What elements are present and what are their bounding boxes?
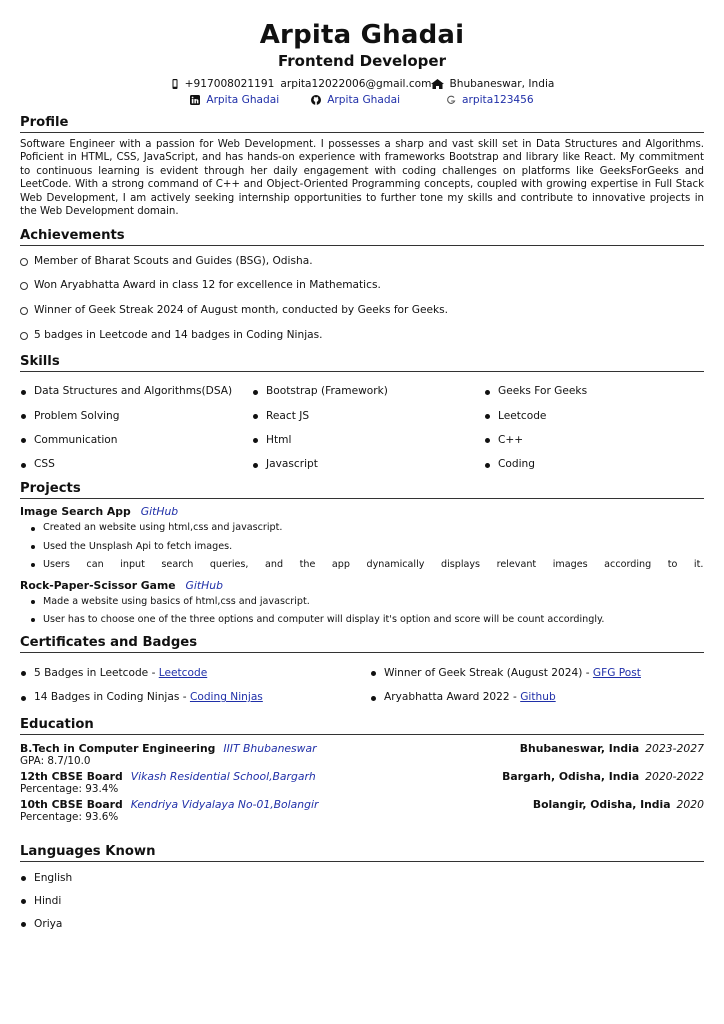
list-item: User has to choose one of the three options and computer will display it's option and score will be count accordingly. — [30, 611, 704, 629]
skill-item: Geeks For Geeks — [484, 380, 716, 404]
education-item — [20, 770, 704, 796]
list-item: Member of Bharat Scouts and Guides (BSG), Odisha. — [20, 249, 704, 274]
candidate-role: Frontend Developer — [278, 52, 446, 70]
section-title: Profile — [20, 115, 704, 133]
skill-item: Javascript — [252, 453, 484, 477]
bullet-icon — [485, 438, 490, 443]
bullet-icon — [485, 390, 490, 395]
education-years: 2020-2022 — [645, 769, 704, 783]
email-address: arpita12022006@gmail.com — [280, 78, 432, 90]
education-item — [20, 742, 704, 768]
bullet-icon — [21, 696, 26, 701]
education-detail: GPA: 8.7/10.0 — [20, 755, 91, 768]
linkedin-text: Arpita Ghadai — [206, 94, 280, 106]
skill-item: Problem Solving — [20, 404, 252, 428]
location-contact — [431, 77, 554, 91]
skills-section — [20, 354, 704, 478]
project-github-link[interactable]: GitHub — [140, 505, 179, 519]
github-award-link[interactable]: Github — [520, 691, 556, 704]
degree: 12th CBSE Board — [20, 769, 123, 783]
linkedin-icon — [190, 95, 200, 105]
gfg-text: arpita123456 — [462, 94, 534, 106]
bullet-icon — [371, 696, 376, 701]
education-section — [20, 717, 704, 825]
education-location: Bhubaneswar, India — [519, 741, 640, 755]
skill-item: Data Structures and Algorithms(DSA) — [20, 380, 252, 404]
education-detail: Percentage: 93.6% — [20, 811, 119, 824]
education-detail: Percentage: 93.4% — [20, 783, 119, 796]
skills-grid — [20, 372, 704, 478]
phone-contact[interactable] — [170, 77, 275, 91]
gfg-post-link[interactable]: GFG Post — [592, 666, 641, 679]
section-title: Achievements — [20, 228, 704, 246]
bullet-icon — [21, 414, 26, 419]
phone-icon — [170, 79, 180, 89]
candidate-name: Arpita Ghadai — [259, 20, 465, 50]
languages-section — [20, 844, 704, 936]
leetcode-link[interactable]: Leetcode — [158, 666, 208, 679]
degree: B.Tech in Computer Engineering — [20, 741, 216, 755]
skill-item: Bootstrap (Framework) — [252, 380, 484, 404]
contact-row — [20, 77, 704, 91]
projects-section — [20, 481, 704, 629]
section-title: Certificates and Badges — [20, 635, 704, 653]
list-item: Won Aryabhatta Award in class 12 for excellence in Mathematics. — [20, 274, 704, 299]
skill-item: Coding — [484, 453, 716, 477]
certificates-section — [20, 635, 704, 710]
bullet-icon — [253, 390, 258, 395]
gfg-link[interactable] — [446, 93, 534, 107]
bullet-icon — [31, 600, 35, 604]
certificate-item: 5 Badges in Leetcode - Leetcode — [20, 661, 370, 686]
education-years: 2023-2027 — [645, 741, 704, 755]
languages-list — [20, 862, 704, 936]
section-title: Languages Known — [20, 844, 704, 862]
bullet-icon — [371, 671, 376, 676]
section-title: Skills — [20, 354, 704, 372]
education-item — [20, 798, 704, 824]
bullet-icon — [21, 876, 26, 881]
project-item — [20, 579, 704, 630]
circle-bullet-icon — [20, 282, 28, 290]
section-title: Education — [20, 717, 704, 735]
list-item: Used the Unsplash Api to fetch images. — [30, 538, 704, 556]
list-item: Users can input search queries, and the app dynamically displays relevant images according to it. — [30, 556, 704, 574]
linkedin-link[interactable] — [190, 93, 279, 107]
skill-item: Communication — [20, 429, 252, 453]
bullet-icon — [485, 463, 490, 468]
circle-bullet-icon — [20, 307, 28, 315]
bullet-icon — [31, 545, 35, 549]
github-link[interactable] — [311, 93, 400, 107]
project-points — [20, 519, 704, 574]
bullet-icon — [21, 899, 26, 904]
institute: Kendriya Vidyalaya No-01,Bolangir — [130, 797, 319, 811]
bullet-icon — [21, 922, 26, 927]
list-item: Hindi — [20, 890, 704, 913]
bullet-icon — [21, 671, 26, 676]
project-points — [20, 593, 704, 630]
location-text: Bhubaneswar, India — [449, 78, 555, 90]
email-contact[interactable] — [280, 77, 431, 91]
skill-item: CSS — [20, 453, 252, 477]
section-title: Projects — [20, 481, 704, 499]
github-icon — [311, 95, 321, 105]
achievements-list — [20, 246, 704, 347]
github-text: Arpita Ghadai — [327, 94, 401, 106]
institute: Vikash Residential School,Bargarh — [130, 769, 316, 783]
degree: 10th CBSE Board — [20, 797, 123, 811]
certificate-item: Aryabhatta Award 2022 - Github — [370, 686, 704, 711]
coding-ninjas-link[interactable]: Coding Ninjas — [189, 691, 263, 704]
bullet-icon — [21, 390, 26, 395]
bullet-icon — [253, 463, 258, 468]
education-years: 2020 — [676, 797, 704, 811]
project-github-link[interactable]: GitHub — [185, 578, 223, 592]
list-item: English — [20, 867, 704, 890]
project-name: Image Search App — [20, 505, 131, 519]
bullet-icon — [31, 563, 35, 567]
skill-item: Html — [252, 429, 484, 453]
project-item — [20, 505, 704, 574]
social-row — [20, 93, 704, 107]
bullet-icon — [21, 438, 26, 443]
education-location: Bolangir, Odisha, India — [532, 797, 671, 811]
skill-item: Leetcode — [484, 404, 716, 428]
project-name: Rock-Paper-Scissor Game — [20, 578, 176, 592]
certificate-item: 14 Badges in Coding Ninjas - Coding Ninjas — [20, 686, 370, 711]
bullet-icon — [485, 414, 490, 419]
circle-bullet-icon — [20, 258, 28, 266]
education-location: Bargarh, Odisha, India — [502, 769, 640, 783]
institute: IIIT Bhubaneswar — [223, 741, 317, 755]
home-icon — [431, 79, 444, 89]
list-item: Oriya — [20, 913, 704, 936]
phone-number: +917008021191 — [184, 78, 275, 90]
skill-item: React JS — [252, 404, 484, 428]
gfg-icon — [446, 95, 456, 105]
achievements-section — [20, 228, 704, 347]
list-item: 5 badges in Leetcode and 14 badges in Coding Ninjas. — [20, 323, 704, 348]
list-item: Winner of Geek Streak 2024 of August month, conducted by Geeks for Geeks. — [20, 299, 704, 324]
certificate-item: Winner of Geek Streak (August 2024) - GFG Post — [370, 661, 704, 686]
skill-item: C++ — [484, 429, 716, 453]
resume-header — [20, 0, 704, 107]
bullet-icon — [253, 414, 258, 419]
bullet-icon — [253, 438, 258, 443]
bullet-icon — [21, 463, 26, 468]
certificates-grid — [20, 653, 704, 710]
bullet-icon — [31, 618, 35, 622]
list-item: Created an website using html,css and javascript. — [30, 519, 704, 537]
circle-bullet-icon — [20, 332, 28, 340]
profile-section — [20, 115, 704, 218]
list-item: Made a website using basics of html,css and javascript. — [30, 593, 704, 611]
profile-text: Software Engineer with a passion for Web Development. I possesses a sharp and vast skill set in Data Structures and Algorithms. Poficient in HTML, CSS, JavaScript, and has hands-on experience with frameworks Bootstrap and library like React. My commitment to continuous learning is evident through her daily engagement with coding challenges on platforms like GeeksForGeeks and LeetCode. With a strong command of C++ and Object-Oriented Programming concepts, coupled with growing expertise in Full Stack Web Development, I am actively seeking internship opportunities to further tone my skills and contribute to innovative projects in the Web Development domain. — [20, 139, 704, 218]
bullet-icon — [31, 527, 35, 531]
